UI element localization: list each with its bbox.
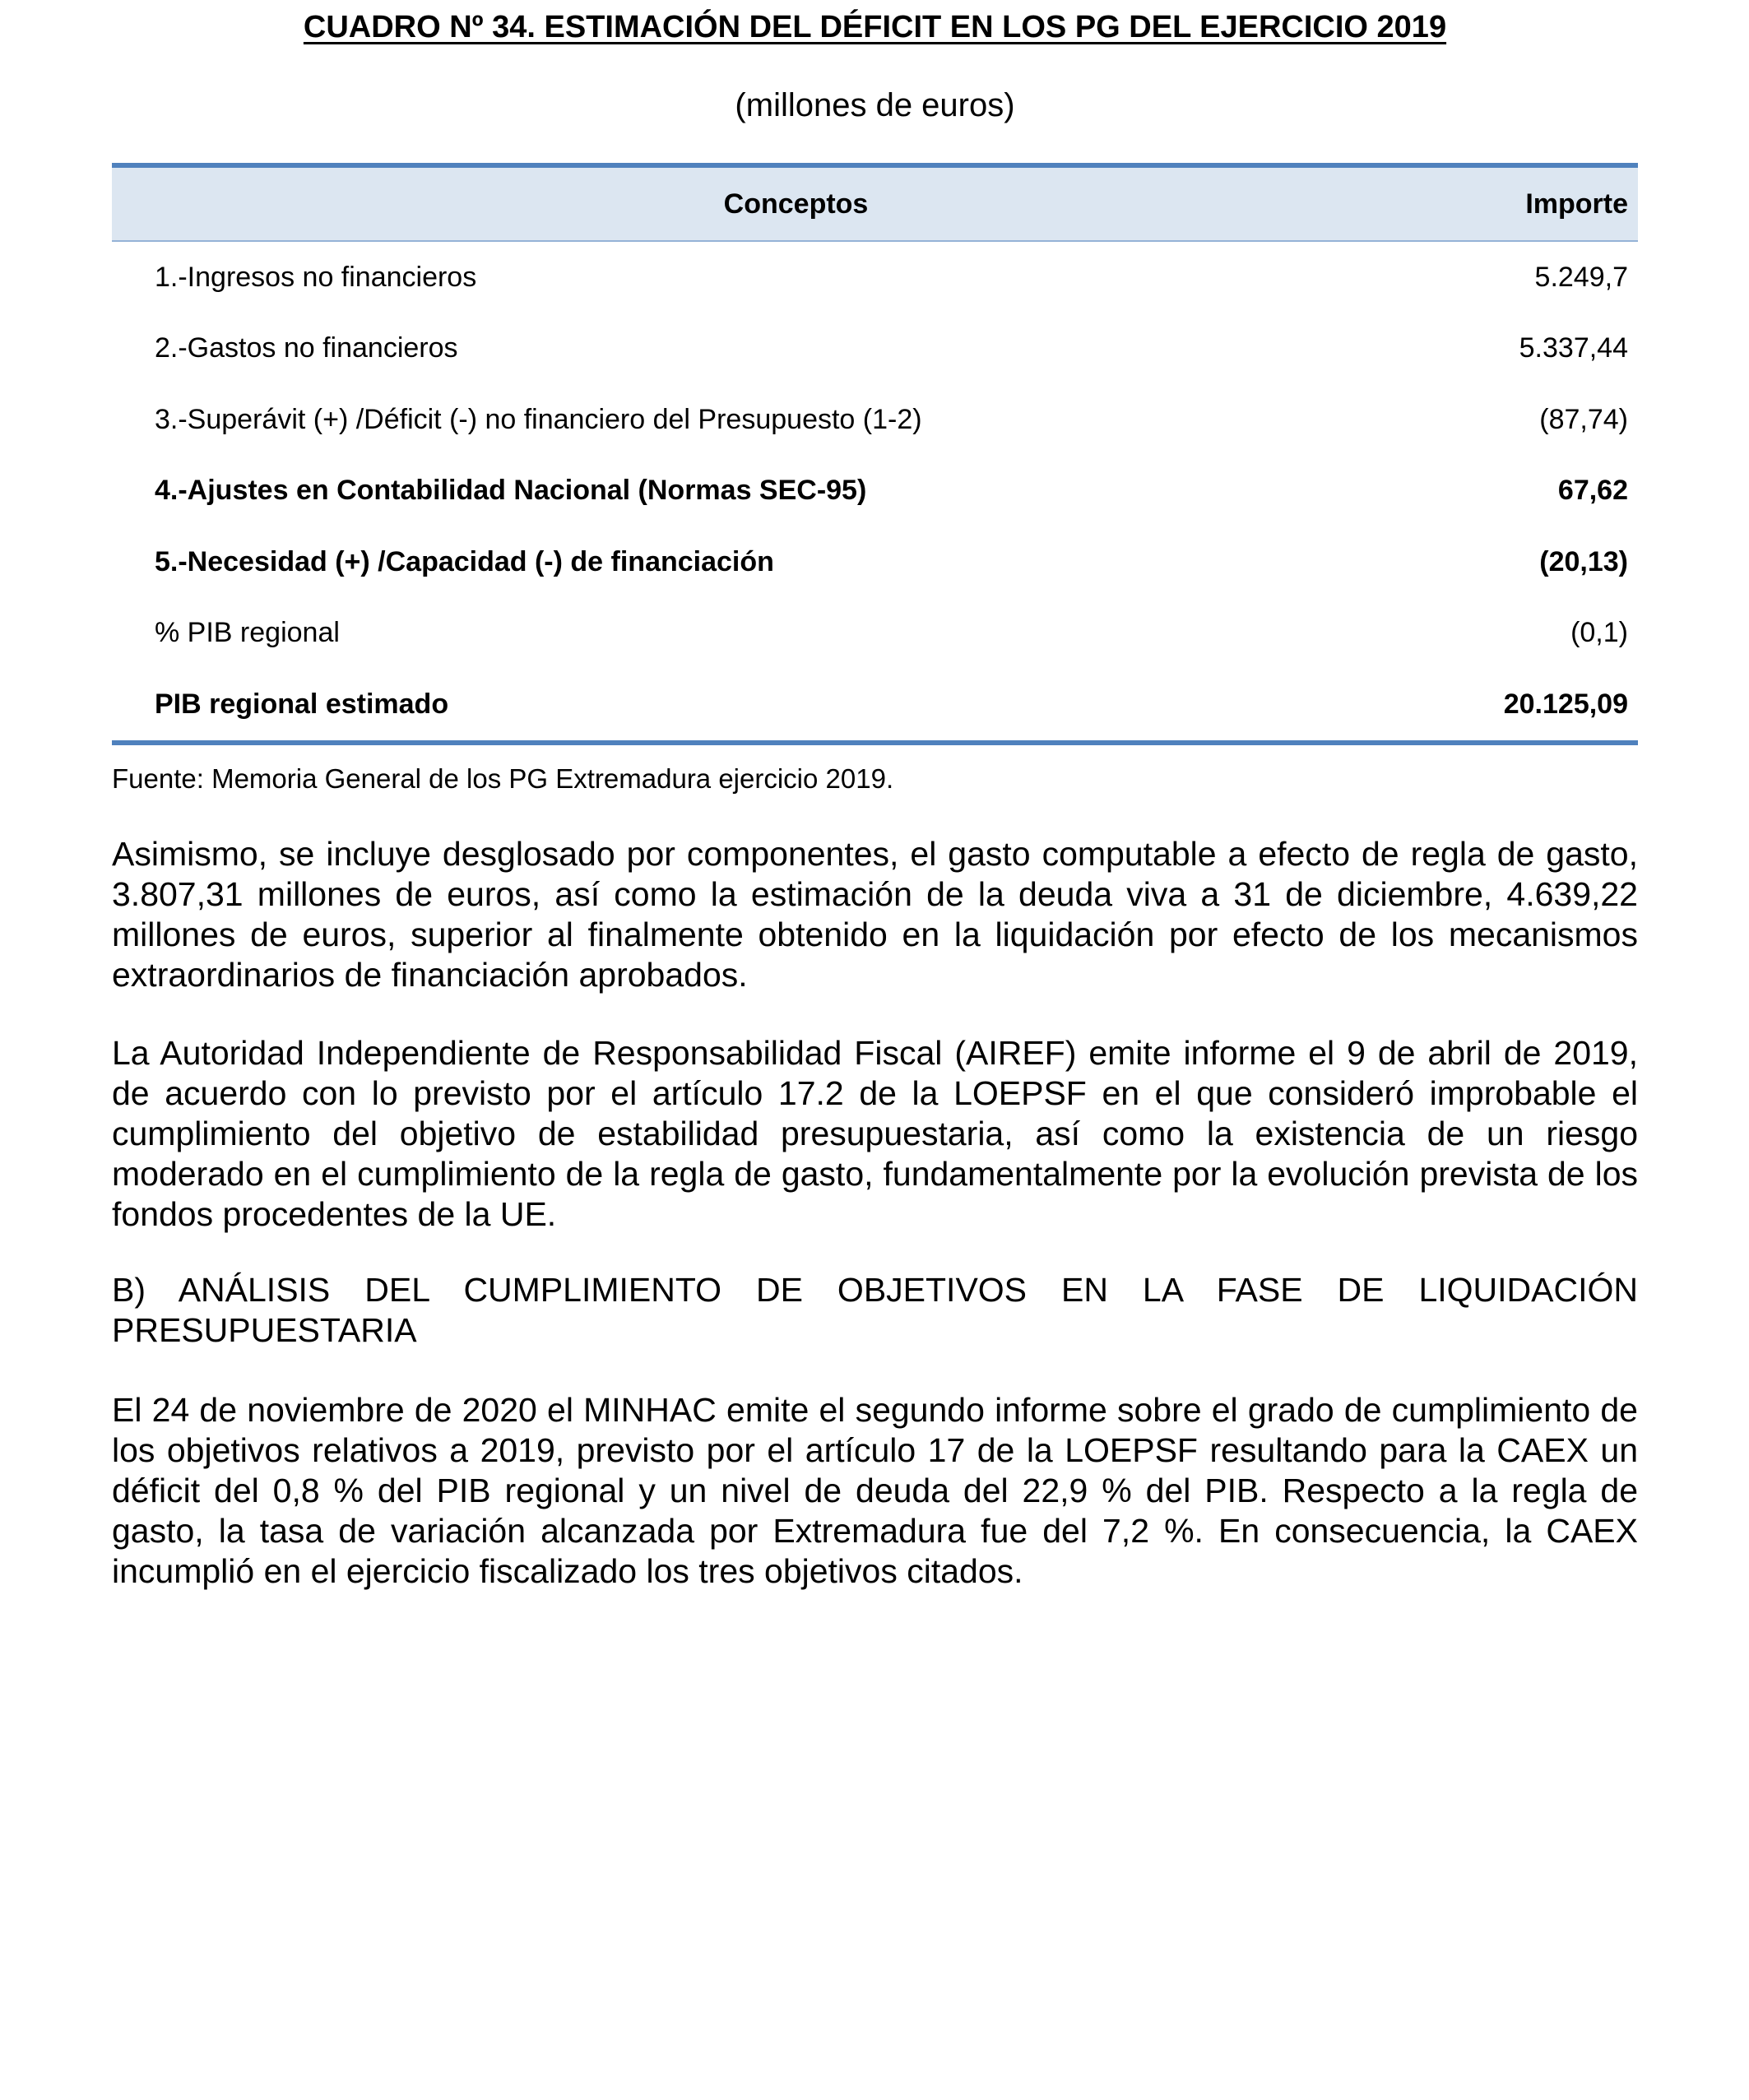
table-title: CUADRO Nº 34. ESTIMACIÓN DEL DÉFICIT EN LOS PG DEL EJERCICIO 2019 [303,10,1447,44]
table-subtitle: (millones de euros) [735,87,1015,123]
row-amount: 20.125,09 [1503,688,1628,720]
table-row [112,598,1638,670]
table-header-row [112,168,1638,242]
table-source: Fuente: Memoria General de los PG Extremadura ejercicio 2019. [112,763,894,794]
row-concept: 1.-Ingresos no financieros [155,261,477,293]
paragraph-deuda-viva: Asimismo, se incluye desglosado por componentes, el gasto computable a efecto de regla de gasto, 3.807,31 millones de euros, así como la estimación de la deuda viva a 31 de diciembre, 4.639,22 millones de euros, superior al finalmente obtenido en la liquidación por efecto de los mecanismos extraordinarios de financiación aprobados. [112,835,1638,994]
row-amount: (87,74) [1539,403,1628,435]
row-amount: (0,1) [1570,617,1628,649]
table-row [112,313,1638,385]
row-concept: 2.-Gastos no financieros [155,332,458,364]
row-amount: 67,62 [1557,475,1628,507]
paragraph-airef: La Autoridad Independiente de Responsabilidad Fiscal (AIREF) emite informe el 9 de abril de 2019, de acuerdo con lo previsto por el artículo 17.2 de la LOEPSF en el que consideró improbable el cumplimiento del objetivo de estabilidad presupuestaria, así como la existencia de un riesgo moderado en el cumplimiento de la regla de gasto, fundamentalmente por la evolución prevista de los fondos procedentes de la UE. [112,1034,1638,1233]
paragraph-minhac: El 24 de noviembre de 2020 el MINHAC emite el segundo informe sobre el grado de cumplimiento de los objetivos relativos a 2019, previsto por el artículo 17 de la LOEPSF resultando para la CAEX un déficit del 0,8 % del PIB regional y un nivel de deuda del 22,9 % del PIB. Respecto a la regla de gasto, la tasa de variación alcanzada por Extremadura fue del 7,2 %. En consecuencia, la CAEX incumplió en el ejercicio fiscalizado los tres objetivos citados. [112,1391,1638,1590]
row-concept: 3.-Superávit (+) /Déficit (-) no financiero del Presupuesto (1-2) [155,403,922,435]
table-row [112,526,1638,598]
row-concept: 5.-Necesidad (+) /Capacidad (-) de financiación [155,545,774,577]
row-amount: 5.249,7 [1534,261,1628,293]
row-concept: % PIB regional [155,617,340,649]
table-row [112,669,1638,740]
section-heading-b: B) ANÁLISIS DEL CUMPLIMIENTO DE OBJETIVOS EN LA FASE DE LIQUIDACIÓN PRESUPUESTARIA [112,1271,1638,1349]
deficit-table [112,163,1638,745]
header-concepts: Conceptos [723,188,869,220]
table-body [112,242,1638,740]
row-amount: 5.337,44 [1519,332,1628,364]
row-amount: (20,13) [1539,545,1628,577]
table-row [112,456,1638,527]
table-row [112,384,1638,456]
header-amount: Importe [1525,188,1628,220]
table-row [112,242,1638,313]
row-concept: PIB regional estimado [155,688,449,720]
row-concept: 4.-Ajustes en Contabilidad Nacional (Normas SEC-95) [155,475,867,507]
